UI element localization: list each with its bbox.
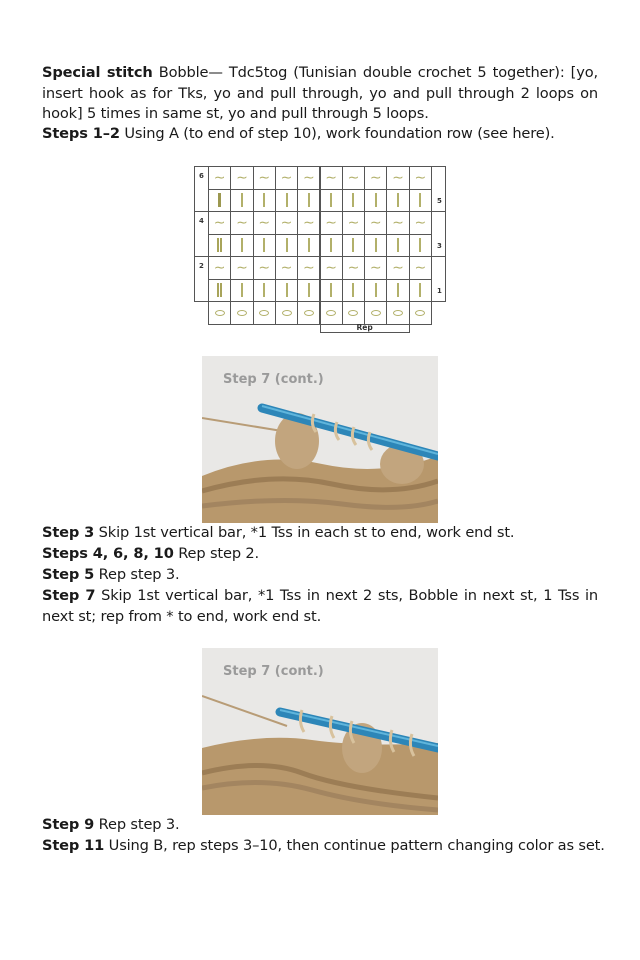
simple-stitch-icon (254, 235, 275, 257)
stitch-cell (320, 256, 343, 280)
chain-icon (321, 302, 342, 324)
stitch-cell (342, 279, 365, 303)
step-text: Skip 1st vertical bar, *1 Tss in each st to end, work end st. (98, 524, 515, 541)
chain-icon (343, 302, 364, 324)
step-text: Rep step 3. (98, 816, 180, 833)
stitch-cell (253, 234, 276, 258)
stitch-cell (320, 211, 343, 235)
edge-stitch-icon (209, 235, 230, 257)
stitch-cell (230, 166, 253, 190)
knit-stitch-icon: ∼ (325, 259, 338, 276)
photo-2-caption: Step 7 (cont.) (223, 664, 324, 679)
row-label-cell-right (431, 211, 446, 257)
simple-stitch-icon (410, 280, 431, 302)
stitch-cell (342, 234, 365, 258)
simple-stitch-icon (298, 235, 319, 257)
stitch-cell (409, 301, 432, 325)
stitch-cell (320, 234, 343, 258)
stitch-cell (386, 256, 409, 280)
simple-stitch-icon (387, 235, 408, 257)
chain-icon (298, 302, 319, 324)
step-9 (42, 815, 602, 836)
row-label-cell-left (194, 211, 209, 257)
repeat-bracket: Rep (320, 324, 410, 333)
knit-stitch-icon: ∼ (414, 214, 427, 231)
chain-icon (365, 302, 386, 324)
simple-stitch-icon (321, 190, 342, 212)
stitch-cell (342, 189, 365, 213)
knit-stitch-icon: ∼ (213, 214, 226, 231)
steps-4-6-8-10 (42, 544, 602, 565)
row-label-cell-left (194, 256, 209, 302)
row-number: 4 (199, 217, 204, 225)
stitch-cell (208, 234, 231, 258)
simple-stitch-icon (387, 190, 408, 212)
stitch-cell (342, 301, 365, 325)
knit-stitch-icon: ∼ (414, 169, 427, 186)
knit-stitch-icon: ∼ (213, 169, 226, 186)
stitch-cell (275, 234, 298, 258)
stitch-cell (230, 256, 253, 280)
step-5 (42, 565, 602, 586)
stitch-cell (297, 189, 320, 213)
chain-icon (410, 302, 431, 324)
knit-stitch-icon: ∼ (325, 169, 338, 186)
stitch-cell (275, 256, 298, 280)
stitch-cell (386, 234, 409, 258)
knit-stitch-icon: ∼ (236, 214, 248, 231)
stitch-cell (230, 279, 253, 303)
stitch-cell (409, 166, 432, 190)
stitch-cell (364, 301, 387, 325)
knit-stitch-icon: ∼ (369, 169, 382, 186)
simple-stitch-icon (231, 280, 252, 302)
stitch-cell (208, 301, 231, 325)
steps-1-2-text: Using A (to end of step 10), work foundation row (see here). (124, 125, 555, 142)
chain-icon (231, 302, 252, 324)
step-label: Step 7 (42, 587, 96, 604)
simple-stitch-icon (321, 280, 342, 302)
stitch-cell (297, 256, 320, 280)
step-label: Step 5 (42, 566, 95, 583)
stitch-cell (342, 256, 365, 280)
simple-stitch-icon (321, 235, 342, 257)
stitch-cell (320, 189, 343, 213)
stitch-cell (297, 234, 320, 258)
step-7-photo-2 (202, 648, 438, 815)
simple-stitch-icon (276, 280, 297, 302)
stitch-cell (275, 211, 298, 235)
row-number: 3 (437, 241, 442, 250)
stitch-cell (409, 211, 432, 235)
step-text: Rep step 2. (178, 545, 260, 562)
stitch-cell (230, 234, 253, 258)
knit-stitch-icon: ∼ (280, 214, 293, 231)
stitch-cell (208, 166, 231, 190)
row-number: 5 (437, 196, 442, 205)
stitch-cell (253, 189, 276, 213)
row-number: 6 (199, 172, 204, 180)
simple-stitch-icon (343, 280, 364, 302)
stitch-cell (230, 301, 253, 325)
step-text: Rep step 3. (98, 566, 180, 583)
edge-stitch-icon (209, 190, 230, 212)
stitch-cell (253, 279, 276, 303)
row-label-cell-right (431, 166, 446, 212)
edge-stitch-icon (209, 280, 230, 302)
stitch-cell (253, 301, 276, 325)
simple-stitch-icon (231, 235, 252, 257)
stitch-cell (386, 279, 409, 303)
stitch-cell (386, 189, 409, 213)
simple-stitch-icon (276, 235, 297, 257)
stitch-cell (297, 279, 320, 303)
simple-stitch-icon (410, 190, 431, 212)
chain-icon (276, 302, 297, 324)
stitch-cell (364, 279, 387, 303)
stitch-cell (364, 166, 387, 190)
step-7-photo-1 (202, 356, 438, 523)
simple-stitch-icon (365, 280, 386, 302)
step-3 (42, 523, 602, 544)
simple-stitch-icon (365, 235, 386, 257)
row-number: 1 (437, 286, 442, 295)
knit-stitch-icon: ∼ (414, 259, 427, 276)
step-label: Step 11 (42, 837, 105, 854)
stitch-cell (253, 166, 276, 190)
stitch-cell (409, 234, 432, 258)
step-text: Using B, rep steps 3–10, then continue pattern changing color as set. (108, 837, 605, 854)
simple-stitch-icon (298, 280, 319, 302)
knit-stitch-icon: ∼ (258, 169, 271, 186)
knit-stitch-icon: ∼ (258, 259, 271, 276)
stitch-cell (230, 211, 253, 235)
stitch-cell (297, 301, 320, 325)
step-11 (42, 836, 605, 857)
step-label: Step 3 (42, 524, 95, 541)
stitch-cell (409, 189, 432, 213)
crochet-photo-1-image (202, 356, 438, 523)
knit-stitch-icon: ∼ (302, 169, 315, 186)
simple-stitch-icon (387, 280, 408, 302)
stitch-cell (364, 234, 387, 258)
step-7 (42, 586, 598, 627)
chain-icon (209, 302, 230, 324)
stitch-cell (409, 256, 432, 280)
knit-stitch-icon: ∼ (302, 259, 315, 276)
knit-stitch-icon: ∼ (325, 214, 338, 231)
stitch-cell (320, 279, 343, 303)
simple-stitch-icon (254, 190, 275, 212)
crochet-photo-2-image (202, 648, 438, 815)
simple-stitch-icon (254, 280, 275, 302)
stitch-cell (208, 256, 231, 280)
simple-stitch-icon (231, 190, 252, 212)
knit-stitch-icon: ∼ (347, 214, 360, 231)
knit-stitch-icon: ∼ (392, 169, 404, 186)
special-stitch-label: Special stitch (42, 64, 153, 81)
knit-stitch-icon: ∼ (280, 259, 293, 276)
knit-stitch-icon: ∼ (347, 169, 360, 186)
chain-icon (254, 302, 275, 324)
knit-stitch-icon: ∼ (258, 214, 271, 231)
step-label: Steps 4, 6, 8, 10 (42, 545, 174, 562)
special-stitch-text: Bobble— Tdc5tog (Tunisian double crochet 5 together): [yo, insert hook as for Tks, yo and pull through, yo and pull through 2 loops on hook] 5 times in same st, yo and pull through 5 loops. (42, 64, 598, 122)
knit-stitch-icon: ∼ (392, 214, 404, 231)
stitch-cell (386, 166, 409, 190)
stitch-cell (364, 211, 387, 235)
stitch-cell (297, 211, 320, 235)
stitch-cell (275, 301, 298, 325)
stitch-cell (342, 166, 365, 190)
stitch-cell (275, 166, 298, 190)
stitch-cell (364, 189, 387, 213)
simple-stitch-icon (343, 190, 364, 212)
simple-stitch-icon (410, 235, 431, 257)
knit-stitch-icon: ∼ (236, 169, 248, 186)
knit-stitch-icon: ∼ (369, 214, 382, 231)
row-label-cell-right (431, 256, 446, 302)
knit-stitch-icon: ∼ (369, 259, 382, 276)
step-label: Step 9 (42, 816, 95, 833)
special-stitch-paragraph (42, 63, 598, 125)
stitch-cell (409, 279, 432, 303)
chain-icon (387, 302, 408, 324)
stitch-cell (364, 256, 387, 280)
simple-stitch-icon (343, 235, 364, 257)
row-label-cell-left (194, 166, 209, 212)
steps-1-2-label: Steps 1–2 (42, 125, 120, 142)
stitch-cell (253, 211, 276, 235)
stitch-cell (253, 256, 276, 280)
step-text: Skip 1st vertical bar, *1 Tss in next 2 sts, Bobble in next st, 1 Tss in next st; rep from * to end, work end st. (42, 587, 598, 625)
row-number: 2 (199, 262, 204, 270)
simple-stitch-icon (365, 190, 386, 212)
knit-stitch-icon: ∼ (347, 259, 360, 276)
stitch-cell (275, 279, 298, 303)
stitch-cell (320, 301, 343, 325)
photo-1-caption: Step 7 (cont.) (223, 372, 324, 387)
simple-stitch-icon (276, 190, 297, 212)
stitch-cell (230, 189, 253, 213)
knit-stitch-icon: ∼ (302, 214, 315, 231)
stitch-cell (320, 166, 343, 190)
knit-stitch-icon: ∼ (392, 259, 404, 276)
knit-stitch-icon: ∼ (213, 259, 226, 276)
stitch-cell (342, 211, 365, 235)
stitch-cell (386, 301, 409, 325)
steps-1-2-paragraph (42, 124, 602, 145)
stitch-cell (208, 189, 231, 213)
knit-stitch-icon: ∼ (280, 169, 293, 186)
knit-stitch-icon: ∼ (236, 259, 248, 276)
stitch-cell (208, 279, 231, 303)
stitch-cell (208, 211, 231, 235)
stitch-cell (386, 211, 409, 235)
stitch-cell (297, 166, 320, 190)
simple-stitch-icon (298, 190, 319, 212)
stitch-chart (194, 166, 446, 336)
stitch-cell (275, 189, 298, 213)
